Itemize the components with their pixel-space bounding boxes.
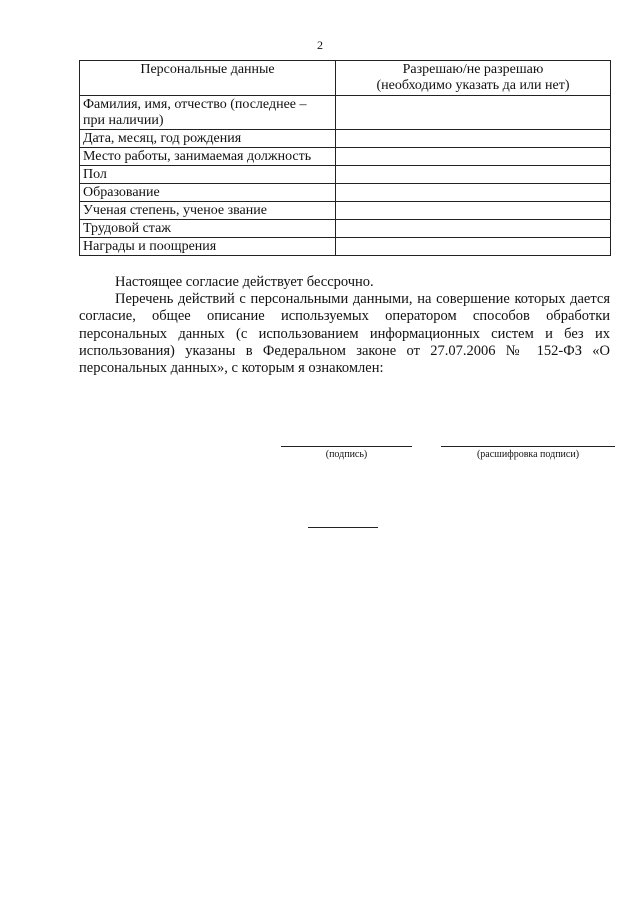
table-row xyxy=(80,238,611,256)
row-workplace: Место работы, занимаемая должность xyxy=(80,148,336,166)
table-row xyxy=(80,202,611,220)
row-full-name-line-1: Фамилия, имя, отчество (последнее – xyxy=(83,97,307,112)
permit-cell-workplace[interactable] xyxy=(336,148,611,166)
signature-transcript-field[interactable] xyxy=(441,446,615,460)
table-row xyxy=(80,96,611,130)
table-row xyxy=(80,130,611,148)
table-header-row xyxy=(80,61,611,96)
consent-body-text xyxy=(79,274,610,377)
header-personal-data-line: Персональные данные xyxy=(140,62,275,77)
header-permission-line-1: Разрешаю/не разрешаю xyxy=(402,62,544,77)
personal-data-consent-table xyxy=(79,60,611,256)
signature-field[interactable] xyxy=(281,446,412,460)
row-full-name-line-2: при наличии) xyxy=(83,113,164,128)
header-personal-data xyxy=(80,61,336,96)
signature-transcript-caption: (расшифровка подписи) xyxy=(476,449,580,460)
header-permission xyxy=(336,61,611,96)
permit-cell-birth-date[interactable] xyxy=(336,130,611,148)
row-gender: Пол xyxy=(80,166,336,184)
consent-validity-paragraph: Настоящее согласие действует бессрочно. xyxy=(115,274,374,290)
row-awards: Награды и поощрения xyxy=(80,238,336,256)
signature-caption: (подпись) xyxy=(325,449,368,460)
row-academic-degree: Ученая степень, ученое звание xyxy=(80,202,336,220)
row-full-name xyxy=(80,96,336,130)
table-row xyxy=(80,148,611,166)
permit-cell-awards[interactable] xyxy=(336,238,611,256)
table-row xyxy=(80,184,611,202)
table-row xyxy=(80,166,611,184)
permit-cell-work-experience[interactable] xyxy=(336,220,611,238)
signature-line xyxy=(281,446,412,447)
document-end-divider xyxy=(308,527,378,528)
row-education: Образование xyxy=(80,184,336,202)
signature-transcript-line xyxy=(441,446,615,447)
page-number: 2 xyxy=(317,38,323,52)
header-permission-line-2: (необходимо указать да или нет) xyxy=(376,78,570,93)
table-row xyxy=(80,220,611,238)
permit-cell-academic-degree[interactable] xyxy=(336,202,611,220)
permit-cell-full-name[interactable] xyxy=(336,96,611,130)
row-work-experience: Трудовой стаж xyxy=(80,220,336,238)
consent-actions-paragraph: Перечень действий с персональными данными, на совершение которых дается согласие, общее описание используемых оператором способов обработки персональных данных (с использованием информационных систем и без их использования) указаны в Федеральном законе от 27.07.2006 № 152-ФЗ «О персональных данных», с которым я ознакомлен: xyxy=(79,291,610,377)
row-birth-date: Дата, месяц, год рождения xyxy=(80,130,336,148)
permit-cell-education[interactable] xyxy=(336,184,611,202)
permit-cell-gender[interactable] xyxy=(336,166,611,184)
